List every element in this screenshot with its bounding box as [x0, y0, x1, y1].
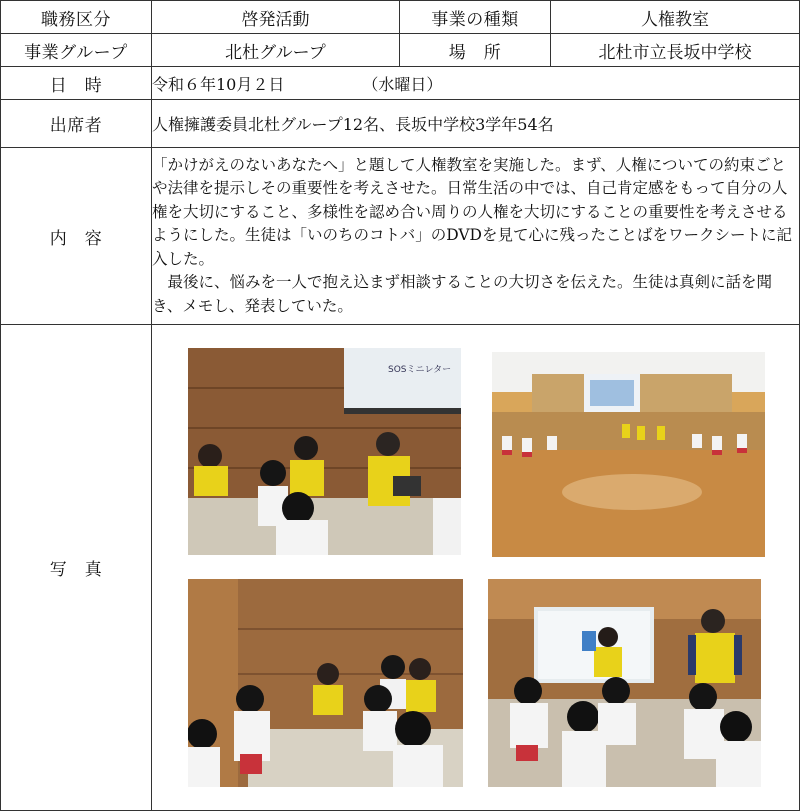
date-text: 令和６年10月２日: [152, 74, 285, 94]
content-paragraph-1: 「かけがえのないあなたへ」と題して人権教室を実施した。まず、人権についての約束ごとや法律を提示しその重要性を考えさせた。日常生活の中では、自己肯定感をもって自分の人権を大切にすること、多様性を認め合い周りの人権を大切にすることの重要性を考えさせるようにした。生徒は「いのちのコトバ」のDVDを見て心に残ったことばをワークシートに記入した。: [152, 155, 792, 268]
photo-group-discussion: [188, 579, 463, 787]
photo-gym-overview: [492, 352, 765, 557]
content-paragraph-2: 最後に、悩みを一人で抱え込まず相談することの大切さを伝えた。生徒は真剣に話を聞き、メモし、発表していた。: [152, 273, 773, 315]
label-category: 職務区分: [1, 1, 152, 34]
photo-speaker-table: [188, 348, 461, 555]
label-content: 内 容: [1, 148, 152, 325]
label-place: 場 所: [400, 34, 551, 67]
value-place: 北杜市立長坂中学校: [551, 34, 800, 67]
value-category: 啓発活動: [152, 1, 400, 34]
label-group: 事業グループ: [1, 34, 152, 67]
label-attendees: 出席者: [1, 100, 152, 148]
photo-presentation: [488, 579, 761, 787]
label-project-type: 事業の種類: [400, 1, 551, 34]
label-photos: 写 真: [1, 325, 152, 811]
value-project-type: 人権教室: [551, 1, 800, 34]
label-datetime: 日 時: [1, 67, 152, 100]
screen-text: SOSミニレター: [388, 365, 452, 375]
weekday-text: （水曜日）: [362, 74, 443, 94]
value-attendees: 人権擁護委員北杜グループ12名、長坂中学校3学年54名: [152, 100, 800, 148]
value-group: 北杜グループ: [152, 34, 400, 67]
content-body: [152, 148, 800, 325]
value-datetime: [152, 67, 800, 100]
photo-area: [152, 325, 800, 811]
